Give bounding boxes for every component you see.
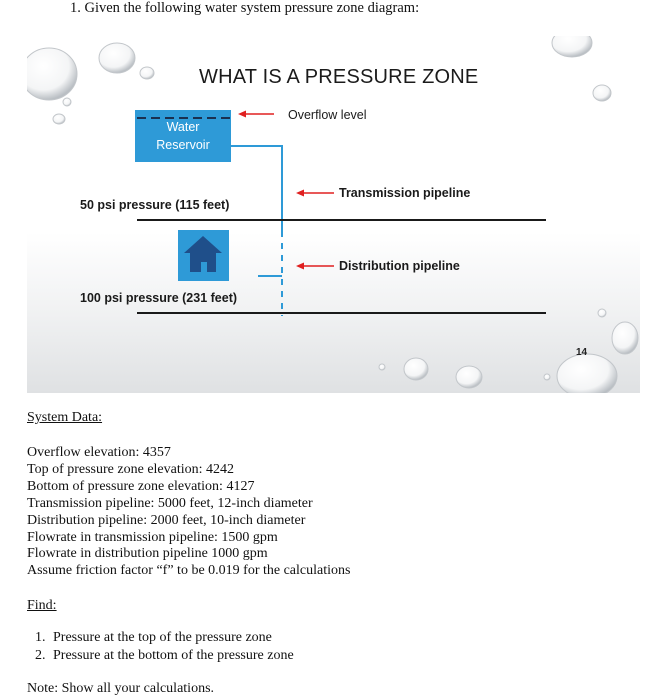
system-data-line: Flowrate in distribution pipeline 1000 gpm	[27, 546, 268, 561]
reservoir-label-line-2: Reservoir	[156, 138, 210, 152]
system-data-line: Flowrate in transmission pipeline: 1500 gpm	[27, 530, 278, 545]
system-data-line: Bottom of pressure zone elevation: 4127	[27, 479, 255, 494]
reservoir-label-line-1: Water	[166, 120, 200, 134]
zone-bottom-pressure-label: 100 psi pressure (231 feet)	[80, 291, 238, 305]
find-heading: Find:	[27, 598, 57, 613]
slide-title: WHAT IS A PRESSURE ZONE	[199, 66, 479, 88]
distribution-pipeline-label: Distribution pipeline	[339, 259, 460, 273]
find-item: 1. Pressure at the top of the pressure zone	[49, 629, 294, 647]
transmission-pipeline	[231, 146, 282, 231]
note-text: Note: Show all your calculations.	[27, 681, 215, 696]
system-data-line: Overflow elevation: 4357	[27, 445, 171, 460]
overflow-level-label: Overflow level	[288, 108, 367, 122]
label-arrows	[238, 111, 334, 270]
system-data-line: Top of pressure zone elevation: 4242	[27, 462, 235, 477]
diagram-graphics	[27, 36, 640, 393]
system-data-line: Assume friction factor “f” to be 0.019 for the calculations	[27, 563, 351, 578]
slide-number: 14	[576, 347, 588, 358]
system-data-heading: System Data:	[27, 410, 103, 425]
pressure-zone-slide	[27, 36, 640, 393]
system-data-line: Distribution pipeline: 2000 feet, 10-inch diameter	[27, 513, 306, 528]
find-item: 2. Pressure at the bottom of the pressure zone	[49, 647, 294, 665]
question-text: 1. Given the following water system pressure zone diagram:	[70, 0, 420, 16]
house-icon	[178, 230, 229, 281]
system-data-line: Transmission pipeline: 5000 feet, 12-inch diameter	[27, 496, 313, 511]
zone-top-pressure-label: 50 psi pressure (115 feet)	[80, 198, 230, 212]
transmission-pipeline-label: Transmission pipeline	[339, 186, 471, 200]
water-drop-decorations	[27, 36, 638, 393]
find-list	[27, 629, 294, 664]
reservoir-label	[135, 118, 231, 154]
